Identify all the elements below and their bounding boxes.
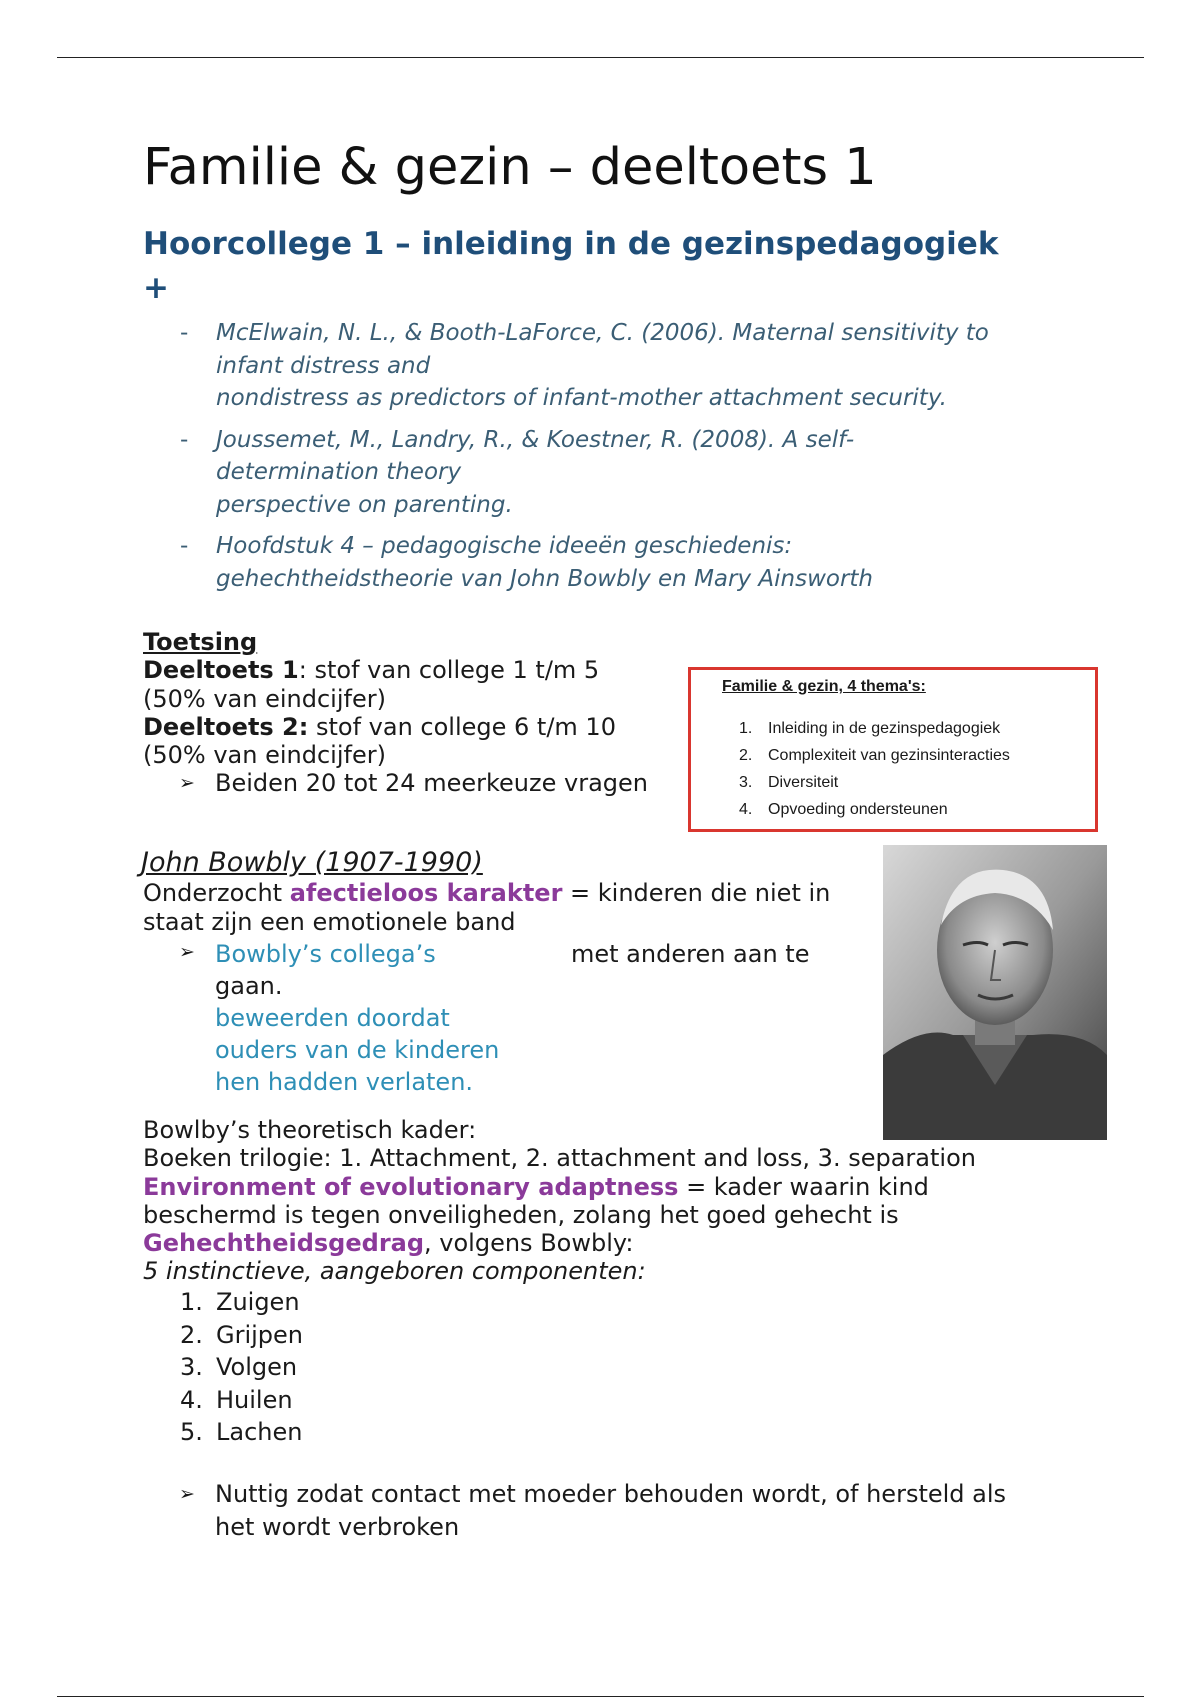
- colleague-line: Bowbly’s collega’s: [215, 940, 436, 968]
- theme-label: Opvoeding ondersteunen: [768, 801, 948, 818]
- colleague-line: beweerden doordat: [215, 1004, 450, 1032]
- component-label: Zuigen: [216, 1288, 300, 1316]
- themes-box: [688, 667, 1098, 832]
- deeltoets-1-text: : stof van college 1 t/m 5: [298, 656, 600, 685]
- arrow-bullet-item: [143, 1478, 1043, 1543]
- theory-line: [143, 1173, 1063, 1201]
- bowlby-paragraph: [143, 879, 863, 1096]
- component-item: [180, 1416, 303, 1449]
- theme-label: Diversiteit: [768, 774, 839, 791]
- dash-bullet: -: [180, 426, 189, 453]
- component-number: 5.: [180, 1418, 203, 1446]
- arrow-bullet-item: [143, 769, 683, 797]
- component-number: 2.: [180, 1320, 203, 1349]
- conclusion-line: het wordt verbroken: [215, 1512, 460, 1541]
- colleague-note-teal: [215, 938, 499, 1098]
- theory-section: [143, 1116, 1063, 1286]
- theme-number: 2.: [739, 747, 753, 764]
- reference-list: [180, 317, 1060, 604]
- components-intro: 5 instinctieve, aangeboren componenten:: [143, 1257, 646, 1286]
- term-eea: Environment of evolutionary adaptness: [143, 1172, 679, 1201]
- themes-list: [720, 715, 1010, 823]
- arrow-bullet-icon: ➢: [179, 772, 195, 795]
- conclusion-line: Nuttig zodat contact met moeder behouden wordt, of hersteld als: [215, 1480, 1007, 1508]
- top-rule: [57, 57, 1144, 58]
- colleague-block: [143, 936, 863, 1096]
- bowlby-text: = kinderen die niet in: [562, 879, 831, 907]
- theme-label: Complexiteit van gezinsinteracties: [768, 747, 1010, 764]
- theme-item: [720, 796, 1010, 823]
- theory-line: [143, 1229, 1063, 1257]
- theory-line: beschermd is tegen onveiligheden, zolang het goed gehecht is: [143, 1200, 899, 1229]
- dash-bullet: -: [180, 320, 189, 346]
- john-bowlby-photo: [883, 845, 1107, 1140]
- component-number: 1.: [180, 1288, 203, 1316]
- component-label: Volgen: [216, 1353, 298, 1381]
- deeltoets-1-label: Deeltoets 1: [143, 656, 299, 685]
- reference-item: [180, 530, 1060, 595]
- theme-label: Inleiding in de gezinspedagogiek: [768, 720, 1001, 737]
- theme-number: 4.: [739, 801, 753, 818]
- reference-line: Joussemet, M., Landry, R., & Koestner, R. (2008). A self-: [216, 426, 855, 453]
- reference-line: perspective on parenting.: [216, 491, 513, 518]
- theory-text: = kader waarin kind: [678, 1172, 929, 1201]
- component-number: 4.: [180, 1385, 203, 1414]
- reference-line: Hoofdstuk 4 – pedagogische ideeën geschiedenis:: [216, 533, 793, 559]
- themes-box-title: Familie & gezin, 4 thema's:: [722, 678, 926, 695]
- theme-item: [720, 769, 1010, 796]
- theory-line: Boeken trilogie: 1. Attachment, 2. attachment and loss, 3. separation: [143, 1144, 976, 1173]
- deeltoets-1-line: [143, 656, 683, 684]
- component-label: Grijpen: [216, 1320, 304, 1349]
- components-list: [180, 1286, 303, 1449]
- toetsing-heading: Toetsing: [143, 628, 258, 656]
- colleague-black-text: gaan.: [215, 972, 283, 1000]
- deeltoets-2-label: Deeltoets 2:: [143, 712, 309, 741]
- dash-bullet: -: [180, 533, 189, 559]
- reference-line: determination theory: [216, 459, 462, 485]
- component-number: 3.: [180, 1353, 203, 1381]
- arrow-bullet-icon: ➢: [179, 941, 195, 963]
- component-item: [180, 1286, 303, 1319]
- component-item: [180, 1319, 303, 1352]
- component-label: Huilen: [216, 1385, 293, 1414]
- bowlby-line: staat zijn een emotionele band: [143, 907, 516, 936]
- bowlby-heading: John Bowbly (1907-1990): [141, 847, 483, 878]
- section-heading-plus: +: [143, 270, 169, 306]
- deeltoets-1-weight: (50% van eindcijfer): [143, 684, 386, 713]
- term-afectieloos: afectieloos karakter: [289, 879, 563, 907]
- toetsing-section: [143, 628, 683, 798]
- arrow-bullet-text: Beiden 20 tot 24 meerkeuze vragen: [215, 769, 648, 798]
- bowlby-text: Onderzocht: [143, 879, 290, 907]
- section-heading-line: Hoorcollege 1 – inleiding in de gezinspedagogiek: [143, 226, 999, 262]
- theory-line: Bowlby’s theoretisch kader:: [143, 1116, 477, 1144]
- deeltoets-2-weight: (50% van eindcijfer): [143, 741, 386, 770]
- section-heading: [143, 222, 998, 310]
- reference-line: nondistress as predictors of infant-mother attachment security.: [216, 385, 947, 411]
- term-gehechtheidsgedrag: Gehechtheidsgedrag: [143, 1229, 425, 1258]
- colleague-black-text: met anderen aan te: [571, 940, 810, 968]
- theory-text: , volgens Bowbly:: [424, 1229, 634, 1258]
- theme-number: 3.: [739, 774, 753, 791]
- reference-line: McElwain, N. L., & Booth-LaForce, C. (2006). Maternal sensitivity to: [216, 320, 989, 346]
- component-label: Lachen: [216, 1418, 303, 1446]
- colleague-line: ouders van de kinderen: [215, 1036, 500, 1064]
- theme-item: [720, 742, 1010, 769]
- bottom-rule: [57, 1696, 1144, 1697]
- component-item: [180, 1351, 303, 1384]
- component-item: [180, 1384, 303, 1417]
- bowlby-line: [143, 879, 863, 908]
- conclusion-bullet: [143, 1478, 1043, 1543]
- arrow-bullet-icon: ➢: [179, 1483, 195, 1505]
- reference-item: [180, 317, 1060, 415]
- page-title: Familie & gezin – deeltoets 1: [143, 138, 877, 197]
- reference-line: gehechtheidstheorie van John Bowbly en Mary Ainsworth: [216, 565, 874, 592]
- theme-number: 1.: [739, 720, 753, 737]
- reference-line: infant distress and: [216, 352, 431, 379]
- theme-item: [720, 715, 1010, 742]
- reference-item: [180, 424, 1060, 522]
- deeltoets-2-text: stof van college 6 t/m 10: [308, 712, 616, 741]
- colleague-line: hen hadden verlaten.: [215, 1068, 474, 1096]
- deeltoets-2-line: [143, 713, 683, 741]
